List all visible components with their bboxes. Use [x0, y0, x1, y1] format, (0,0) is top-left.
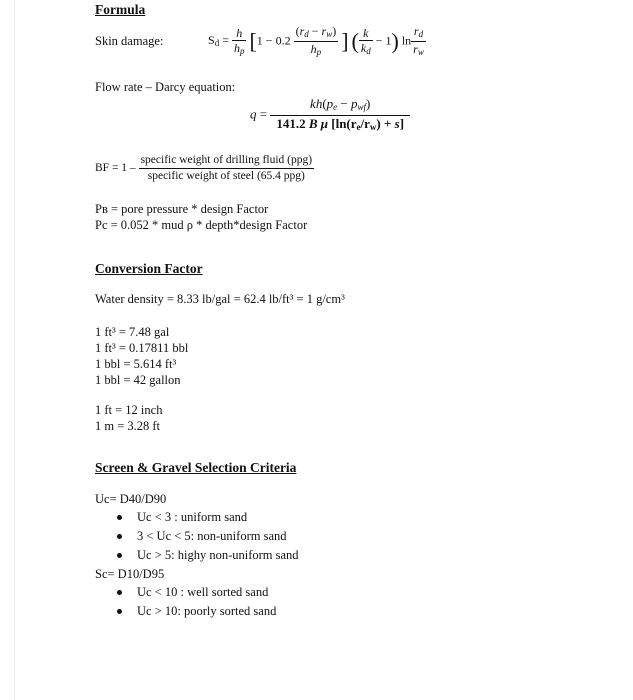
page-edge [14, 0, 15, 700]
water-density: Water density = 8.33 lb/gal = 62.4 lb/ft³ = 1 g/cm³ [95, 292, 345, 306]
conversion-line: 1 ft³ = 0.17811 bbl [95, 341, 189, 355]
conversion-line: 1 bbl = 42 gallon [95, 373, 181, 387]
uc-criteria-list [115, 508, 299, 565]
pc-line: Pc = 0.052 * mud ρ * depth*design Factor [95, 218, 308, 232]
bf-lhs: BF = 1 – [95, 162, 136, 174]
conversion-group-1 [95, 324, 188, 388]
bf-numerator: specific weight of drilling fluid (ppg) [140, 154, 313, 166]
formula-heading: Formula [95, 2, 146, 17]
list-item: Uc < 10 : well sorted sand [115, 583, 276, 602]
sc-definition: Sc= D10/D95 [95, 567, 165, 581]
darcy-label: Flow rate – Darcy equation: [95, 80, 236, 94]
screen-heading: Screen & Gravel Selection Criteria [95, 460, 297, 475]
conversion-group-2 [95, 402, 162, 434]
uc-definition: Uc= D40/D90 [95, 492, 167, 506]
list-item: Uc > 5: highy non-uniform sand [115, 546, 299, 565]
bf-denominator: specific weight of steel (65.4 ppg) [139, 168, 315, 184]
darcy-equation: q = $\frac{kh(p_e - p_{wf})}{141.2 B \mu [\ln(r_e/r_w) + s]}$ [250, 96, 410, 135]
pb-line: Pʙ = pore pressure * design Factor [95, 202, 269, 216]
conversion-line: 1 ft³ = 7.48 gal [95, 325, 170, 339]
conversion-line: 1 m = 3.28 ft [95, 419, 161, 433]
list-item: 3 < Uc < 5: non-uniform sand [115, 527, 299, 546]
bf-equation [95, 153, 314, 184]
conversion-line: 1 ft = 12 inch [95, 403, 163, 417]
conversion-heading: Conversion Factor [95, 261, 203, 276]
conversion-line: 1 bbl = 5.614 ft³ [95, 357, 177, 371]
skin-damage-equation: $S_d$ = $\frac{h}{h_p}$ [1 − 0.2 $\frac{(r_d - r_w)}{h_p}$ ] ( $\frac{k}{k_d}$ − 1) ln $\frac{r_d}{r_w}$ [208, 24, 424, 57]
sc-criteria-list [115, 583, 276, 621]
list-item: Uc < 3 : uniform sand [115, 508, 299, 527]
skin-damage-label: Skin damage: [95, 34, 164, 48]
list-item: Uc > 10: poorly sorted sand [115, 602, 276, 621]
